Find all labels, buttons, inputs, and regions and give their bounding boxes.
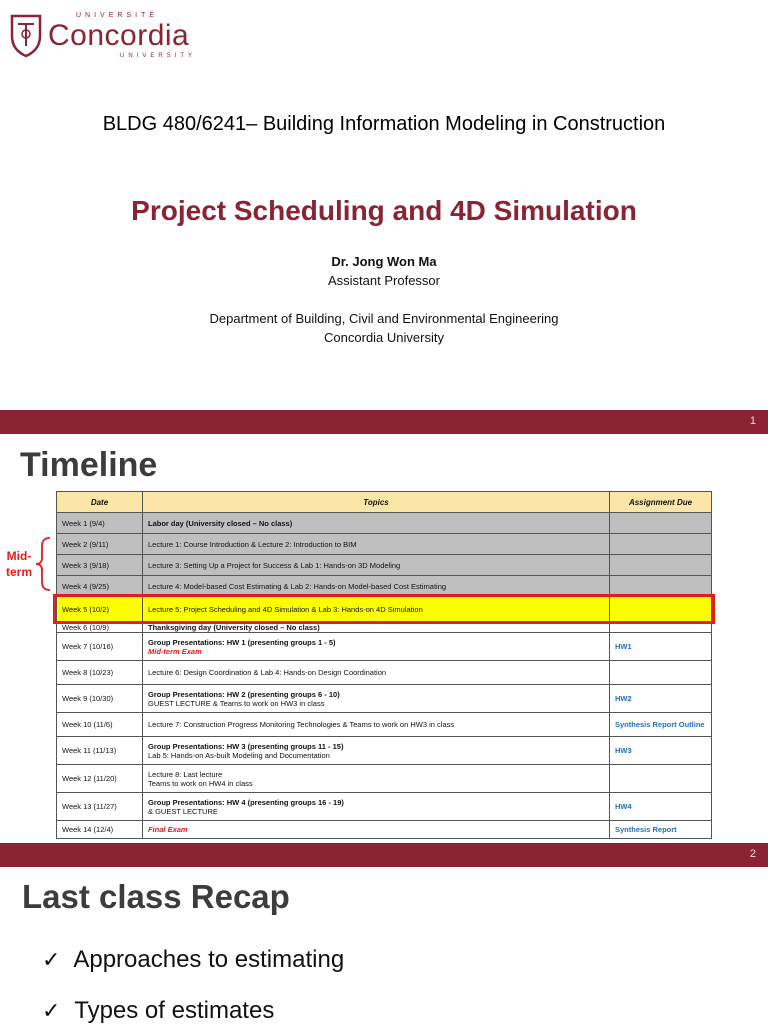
table-row-current-week <box>57 597 712 623</box>
row-due <box>610 555 712 576</box>
row-due <box>610 597 712 623</box>
department-name: Department of Building, Civil and Environmental Engineering <box>209 311 559 326</box>
slide-number: 1 <box>749 415 756 427</box>
row-due <box>610 534 712 555</box>
row-topic-line2: Lab 5: Hands-on As-built Modeling and Documentation <box>148 750 330 760</box>
slide-footer-bar <box>0 410 768 434</box>
row-date: Week 4 (9/25) <box>57 576 143 597</box>
table-row <box>57 623 712 633</box>
slide-number: 2 <box>749 848 756 860</box>
row-due <box>610 513 712 534</box>
row-topic: Lecture 5: Project Scheduling and 4D Simulation & Lab 3: Hands-on 4D Simulation <box>143 597 610 623</box>
row-date: Week 1 (9/4) <box>57 513 143 534</box>
row-topic: Labor day (University closed – No class) <box>143 513 610 534</box>
concordia-logo <box>8 6 208 62</box>
row-date: Week 13 (11/27) <box>57 793 143 821</box>
row-topic <box>143 765 610 793</box>
row-topic: Lecture 3: Setting Up a Project for Success & Lab 1: Hands-on 3D Modeling <box>143 555 610 576</box>
table-row <box>57 555 712 576</box>
table-row <box>57 534 712 555</box>
midterm-brace-icon <box>34 536 52 592</box>
row-date: Week 6 (10/9) <box>57 623 143 633</box>
title-slide <box>0 0 768 410</box>
recap-item-label: Types of estimates <box>74 997 275 1024</box>
logo-wordmark: Concordia <box>48 19 190 52</box>
row-date: Week 11 (11/13) <box>57 737 143 765</box>
row-topic-line1: Group Presentations: HW 1 (presenting groups 1 - 5) <box>148 637 336 647</box>
table-row <box>57 765 712 793</box>
row-topic-line2: GUEST LECTURE & Teams to work on HW3 in class <box>148 698 325 708</box>
row-date: Week 8 (10/23) <box>57 661 143 685</box>
row-topic <box>143 793 610 821</box>
row-topic <box>143 633 610 661</box>
header-date: Date <box>57 492 143 513</box>
row-date: Week 10 (11/6) <box>57 713 143 737</box>
row-date: Week 9 (10/30) <box>57 685 143 713</box>
row-due: Synthesis Report <box>610 821 712 839</box>
slide-footer-bar <box>0 843 768 867</box>
row-topic-line1: Group Presentations: HW 3 (presenting groups 11 - 15) <box>148 741 344 751</box>
recap-title: Last class Recap <box>22 878 290 915</box>
row-due <box>610 623 712 633</box>
row-date: Week 3 (9/18) <box>57 555 143 576</box>
midterm-label <box>4 548 34 580</box>
row-topic: Thanksgiving day (University closed – No class) <box>143 623 610 633</box>
checkmark-icon: ✓ <box>42 947 61 972</box>
timeline-title: Timeline <box>20 446 158 484</box>
row-due: HW4 <box>610 793 712 821</box>
row-due <box>610 765 712 793</box>
row-date: Week 7 (10/16) <box>57 633 143 661</box>
table-row <box>57 821 712 839</box>
recap-item <box>42 946 344 974</box>
row-topic-line2: & GUEST LECTURE <box>148 806 218 816</box>
row-due: HW2 <box>610 685 712 713</box>
row-date: Week 14 (12/4) <box>57 821 143 839</box>
table-row <box>57 793 712 821</box>
professor-name: Dr. Jong Won Ma <box>331 254 437 269</box>
row-date: Week 12 (11/20) <box>57 765 143 793</box>
recap-item-label: Approaches to estimating <box>73 946 345 973</box>
midterm-label-line2: term <box>5 565 32 579</box>
row-date: Week 5 (10/2) <box>57 597 143 623</box>
row-topic: Lecture 6: Design Coordination & Lab 4: Hands-on Design Coordination <box>143 661 610 685</box>
midterm-label-line1: Mid- <box>6 549 32 563</box>
row-due <box>610 661 712 685</box>
table-row <box>57 633 712 661</box>
university-name: Concordia University <box>324 330 444 345</box>
row-due: HW1 <box>610 633 712 661</box>
logo-top-text: UNIVERSITÉ <box>76 12 159 19</box>
logo-bottom-text: UNIVERSITY <box>120 53 197 59</box>
row-topic: Lecture 1: Course Introduction & Lecture 2: Introduction to BIM <box>143 534 610 555</box>
table-row <box>57 576 712 597</box>
crest-icon <box>8 10 44 58</box>
row-due: HW3 <box>610 737 712 765</box>
row-topic-line2: Teams to work on HW4 in class <box>148 778 253 788</box>
table-row <box>57 513 712 534</box>
table-header-row <box>57 492 712 513</box>
row-topic-line1: Group Presentations: HW 4 (presenting groups 16 - 19) <box>148 797 344 807</box>
row-due <box>610 576 712 597</box>
course-title: BLDG 480/6241– Building Information Modeling in Construction <box>102 113 666 135</box>
professor-title: Assistant Professor <box>328 273 440 288</box>
header-topics: Topics <box>143 492 610 513</box>
table-row <box>57 713 712 737</box>
table-row <box>57 685 712 713</box>
row-topic: Lecture 7: Construction Progress Monitoring Technologies & Teams to work on HW3 in class <box>143 713 610 737</box>
header-assignment-due: Assignment Due <box>610 492 712 513</box>
timeline-table <box>56 491 712 839</box>
row-date: Week 2 (9/11) <box>57 534 143 555</box>
table-row <box>57 661 712 685</box>
table-row <box>57 737 712 765</box>
row-topic: Lecture 4: Model-based Cost Estimating & Lab 2: Hands-on Model-based Cost Estimating <box>143 576 610 597</box>
row-due: Synthesis Report Outline <box>610 713 712 737</box>
recap-item <box>42 997 274 1024</box>
row-topic: Final Exam <box>143 821 610 839</box>
row-topic <box>143 737 610 765</box>
row-topic-line2: Mid-term Exam <box>148 646 202 656</box>
row-topic-line1: Group Presentations: HW 2 (presenting groups 6 - 10) <box>148 689 340 699</box>
presentation-title: Project Scheduling and 4D Simulation <box>131 195 637 226</box>
row-topic-line1: Lecture 8: Last lecture <box>148 769 223 779</box>
checkmark-icon: ✓ <box>42 998 61 1023</box>
row-topic <box>143 685 610 713</box>
